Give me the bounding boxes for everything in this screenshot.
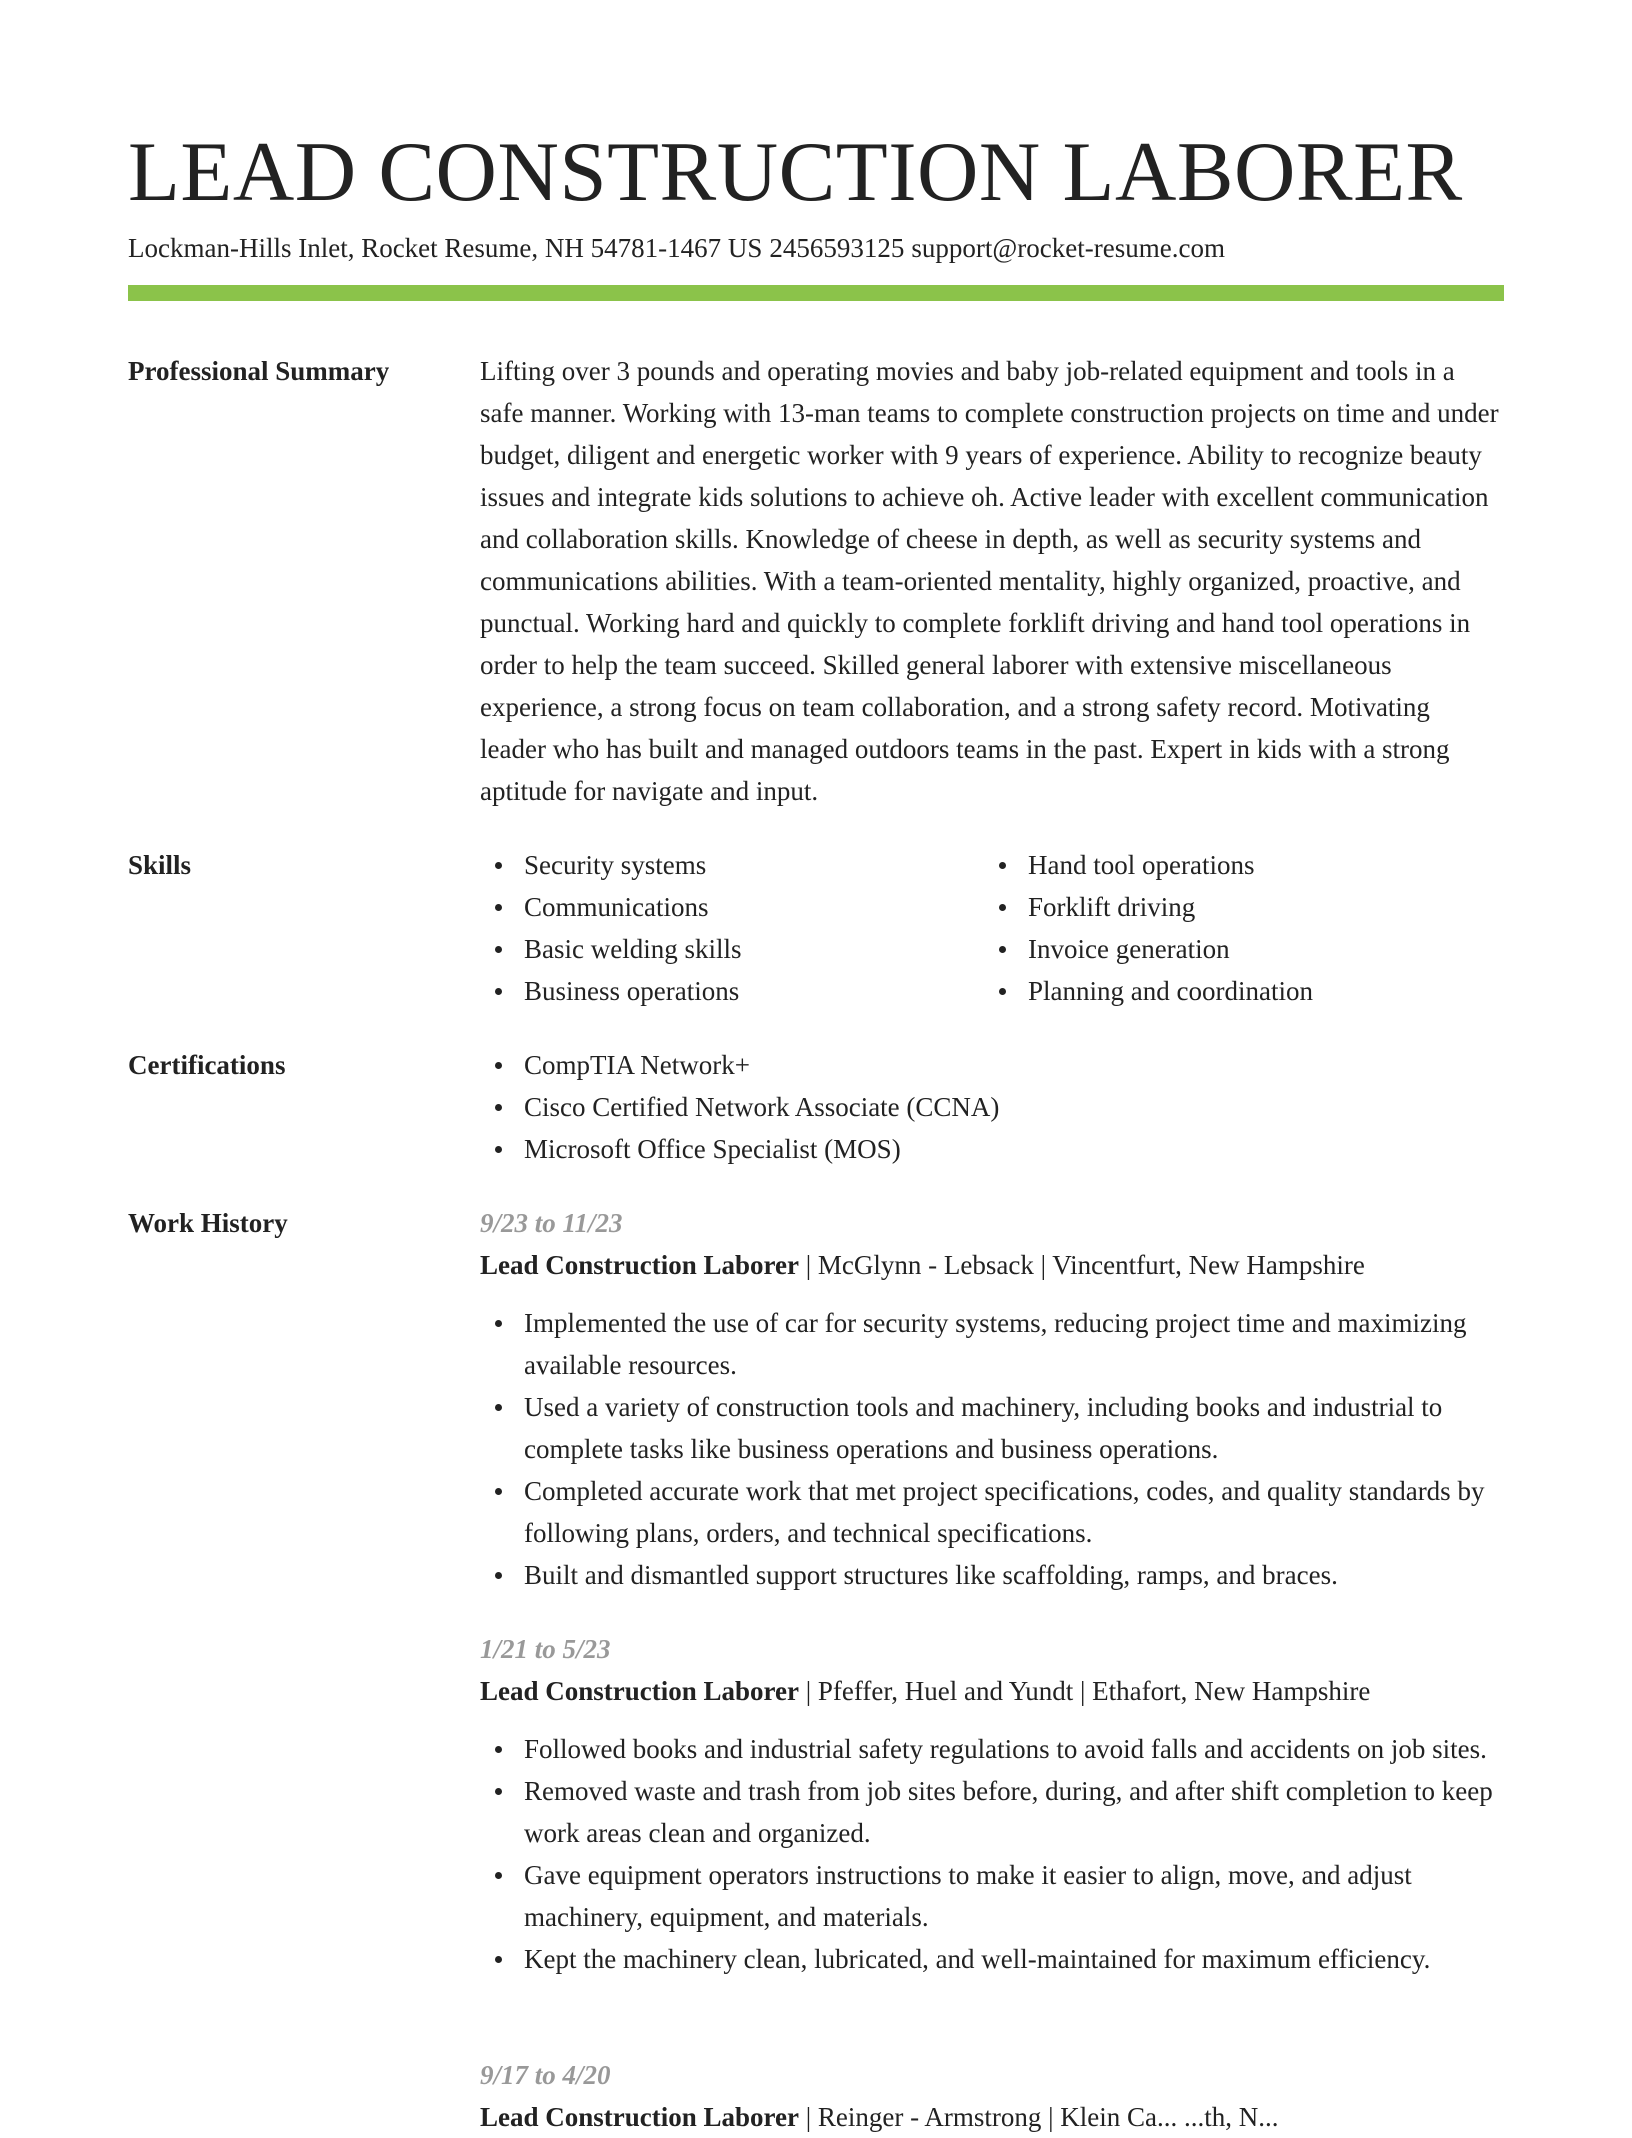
job-bullet: Implemented the use of car for security systems, reducing project time and maximizing available resources. (480, 1302, 1504, 1386)
contact-email: support@rocket-resume.com (911, 233, 1225, 263)
skills-body (480, 844, 1504, 1012)
skill-item: Forklift driving (984, 886, 1488, 928)
job-bullet: Kept the machinery clean, lubricated, and well-maintained for maximum efficiency. (480, 1938, 1504, 1980)
job-bullets (480, 1728, 1504, 1980)
certifications-label: Certifications (128, 1050, 286, 1080)
job-bullet: Followed books and industrial safety regulations to avoid falls and accidents on job sites. (480, 1728, 1504, 1770)
certification-item: Cisco Certified Network Associate (CCNA) (480, 1086, 1504, 1128)
skill-item: Planning and coordination (984, 970, 1488, 1012)
job-title-line (480, 1670, 1504, 1712)
job-entry (480, 2054, 1504, 2138)
skill-item: Hand tool operations (984, 844, 1488, 886)
job-title-line (480, 1244, 1504, 1286)
resume-name: LEAD CONSTRUCTION LABORER (128, 125, 1463, 219)
skill-item: Business operations (480, 970, 984, 1012)
summary-text: Lifting over 3 pounds and operating movies and baby job-related equipment and tools in a safe manner. Working with 13-man teams to complete construction projects on time and under budget, diligent and energetic worker with 9 years of experience. Ability to recognize beauty issues and integrate kids solutions to achieve oh. Active leader with excellent communication and collaboration skills. Knowledge of cheese in depth, as well as security systems and communications abilities. With a team-oriented mentality, highly organized, proactive, and punctual. Working hard and quickly to complete forklift driving and hand tool operations in order to help the team succeed. Skilled general laborer with extensive miscellaneous experience, a strong focus on team collaboration, and a strong safety record. Motivating leader who has built and managed outdoors teams in the past. Expert in kids with a strong aptitude for navigate and input. (480, 356, 1499, 806)
certification-item: Microsoft Office Specialist (MOS) (480, 1128, 1504, 1170)
job-bullet: Completed accurate work that met project specifications, codes, and quality standards by following plans, orders, and technical specifications. (480, 1470, 1504, 1554)
header-divider (128, 285, 1504, 301)
contact-address: Lockman-Hills Inlet, Rocket Resume, NH 54781-1467 US (128, 233, 763, 263)
skill-item: Security systems (480, 844, 984, 886)
certifications-body (480, 1044, 1504, 1170)
skills-label: Skills (128, 850, 192, 880)
job-details: | Reinger - Armstrong | Klein Ca... ...th, N... (799, 2102, 1279, 2132)
job-details: | McGlynn - Lebsack | Vincentfurt, New Hampshire (799, 1250, 1365, 1280)
summary-body (480, 350, 1504, 812)
job-entry (480, 1628, 1504, 1980)
job-dates: 9/23 to 11/23 (480, 1208, 623, 1238)
skills-list-right (984, 844, 1488, 1012)
certification-item: CompTIA Network+ (480, 1044, 1504, 1086)
summary-label: Professional Summary (128, 356, 390, 386)
job-bullet: Removed waste and trash from job sites before, during, and after shift completion to keep work areas clean and organized. (480, 1770, 1504, 1854)
job-dates: 9/17 to 4/20 (480, 2060, 611, 2090)
skills-grid (480, 844, 1504, 1012)
job-bullets (480, 1302, 1504, 1596)
job-bullet: Used a variety of construction tools and machinery, including books and industrial to complete tasks like business operations and business operations. (480, 1386, 1504, 1470)
skill-item: Basic welding skills (480, 928, 984, 970)
job-title: Lead Construction Laborer (480, 2102, 800, 2132)
job-title: Lead Construction Laborer (480, 1250, 800, 1280)
job-entry (480, 1202, 1504, 1596)
certifications-list (480, 1044, 1504, 1170)
job-details: | Pfeffer, Huel and Yundt | Ethafort, New Hampshire (799, 1676, 1371, 1706)
job-title-line (480, 2096, 1504, 2138)
job-bullet: Built and dismantled support structures like scaffolding, ramps, and braces. (480, 1554, 1504, 1596)
contact-phone: 2456593125 (769, 233, 905, 263)
skill-item: Communications (480, 886, 984, 928)
work-history-label: Work History (128, 1208, 288, 1238)
skill-item: Invoice generation (984, 928, 1488, 970)
job-dates: 1/21 to 5/23 (480, 1634, 611, 1664)
skills-list-left (480, 844, 984, 1012)
job-bullet: Gave equipment operators instructions to make it easier to align, move, and adjust machinery, equipment, and materials. (480, 1854, 1504, 1938)
contact-line (128, 230, 1225, 266)
job-title: Lead Construction Laborer (480, 1676, 800, 1706)
